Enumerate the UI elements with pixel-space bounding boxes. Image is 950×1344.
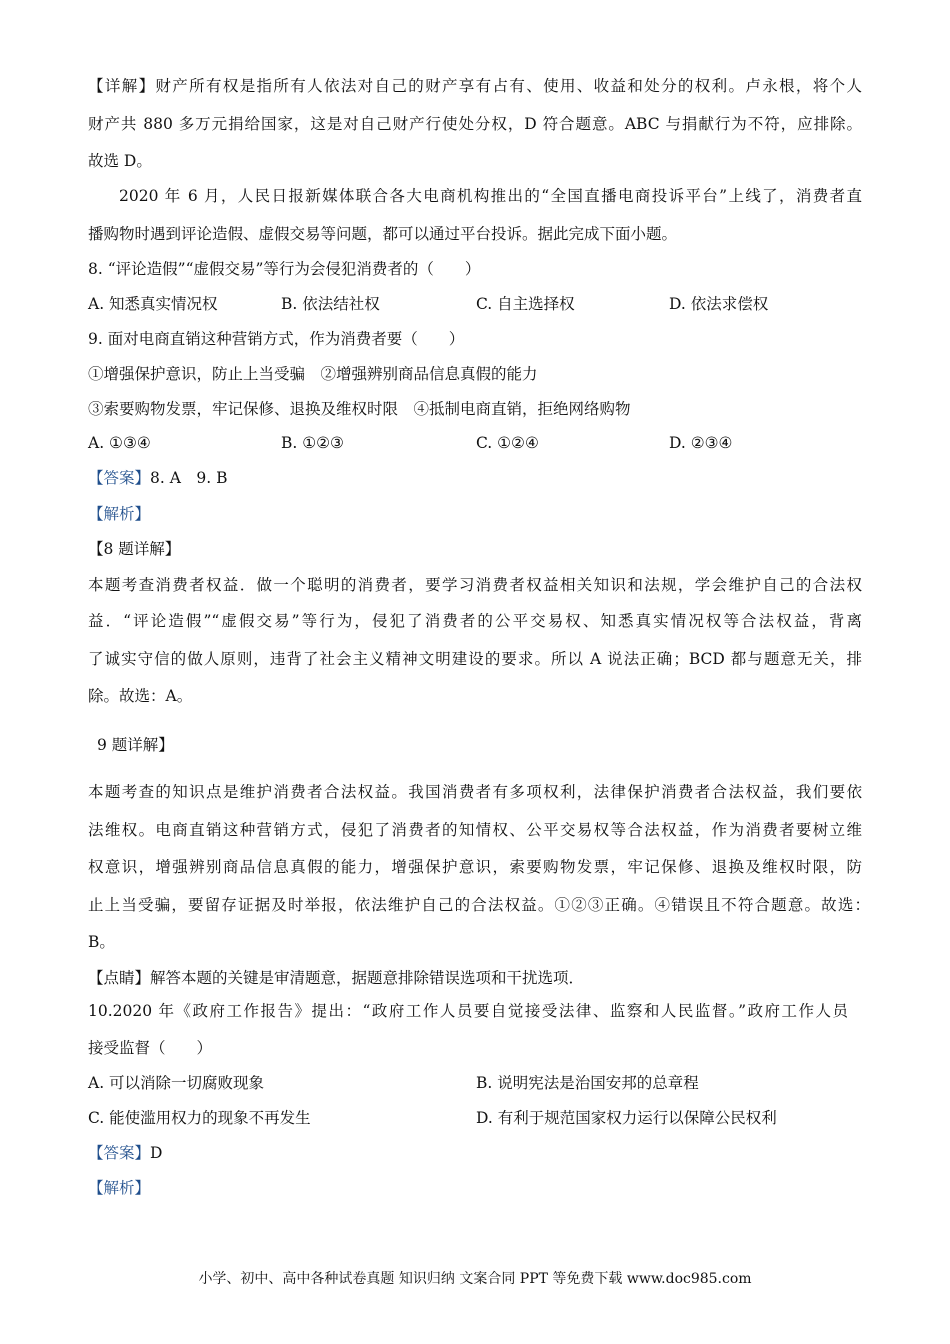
q9-detail-line-4: 止上当受骗，要留存证据及时举报，依法维护自己的合法权益。①②③正确。④错误且不符合题意。故选： [88, 896, 870, 914]
q9-comment: 【点睛】解答本题的关键是审清题意，据题意排除错误选项和干扰选项． [88, 969, 585, 987]
q9-detail-line-5: B。 [88, 933, 115, 951]
q8-option-d: D. 依法求偿权 [669, 295, 769, 313]
q9-option-a: A. ①③④ [88, 434, 151, 452]
q9-option-c: C. ①②④ [476, 434, 539, 452]
q10-option-b: B. 说明宪法是治国安邦的总章程 [476, 1074, 699, 1092]
q8-detail-line-4: 除。故选：A。 [88, 687, 193, 705]
analysis-10-tag: 【解析】 [88, 1179, 151, 1197]
answer-tag: 【答案】 [88, 469, 151, 487]
q10-stem-line-2: 接受监督（ ） [88, 1039, 213, 1057]
material-line-2: 播购物时遇到评论造假、虚假交易等问题，都可以通过平台投诉。据此完成下面小题。 [88, 225, 678, 243]
answer-10: 【答案】D [88, 1144, 163, 1162]
answer-8-9: 【答案】8. A 9. B [88, 469, 228, 487]
q8-detail-line-2: 益．“评论造假”“虚假交易”等行为，侵犯了消费者的公平交易权、知悉真实情况权等合法权益，背离 [88, 612, 862, 630]
page-footer: 小学、初中、高中各种试卷真题 知识归纳 文案合同 PPT 等免费下载 www.doc985.com [198, 1271, 752, 1287]
q7-detail-line-2: 财产共 880 多万元捐给国家，这是对自己财产行使处分权，D 符合题意。ABC 与捐献行为不符，应排除。 [88, 115, 862, 133]
q8-detail-tag: 【8 题详解】 [88, 540, 181, 558]
q10-stem-line-1: 10.2020 年《政府工作报告》提出：“政府工作人员要自觉接受法律、监察和人民监督。”政府工作人员 [88, 1002, 848, 1020]
q9-statements-1: ①增强保护意识，防止上当受骗 ②增强辨别商品信息真假的能力 [88, 365, 538, 383]
material-line-1: 2020 年 6 月，人民日报新媒体联合各大电商机构推出的“全国直播电商投诉平台”上线了，消费者直 [119, 187, 862, 205]
analysis-tag: 【解析】 [88, 505, 151, 523]
q9-detail-tag: 9 题详解】 [97, 736, 174, 754]
detail-tag: 【详解】 [88, 77, 156, 95]
q9-stem: 9. 面对电商直销这种营销方式，作为消费者要（ ） [88, 330, 465, 348]
q8-stem: 8. “评论造假”“虚假交易”等行为会侵犯消费者的（ ） [88, 260, 481, 278]
q9-statements-2: ③索要购物发票，牢记保修、退换及维权时限 ④抵制电商直销，拒绝网络购物 [88, 400, 631, 418]
comment-tag: 【点睛】 [88, 969, 151, 987]
q8-option-b: B. 依法结社权 [281, 295, 380, 313]
answer-tag: 【答案】 [88, 1144, 151, 1162]
q10-option-a: A. 可以消除一切腐败现象 [88, 1074, 265, 1092]
q8-detail-line-3: 了诚实守信的做人原则，违背了社会主义精神文明建设的要求。所以 A 说法正确；BCD 都与题意无关，排 [88, 650, 862, 668]
q10-option-d: D. 有利于规范国家权力运行以保障公民权利 [476, 1109, 777, 1127]
q10-option-c: C. 能使滥用权力的现象不再发生 [88, 1109, 311, 1127]
q8-detail-line-1: 本题考查消费者权益．做一个聪明的消费者，要学习消费者权益相关知识和法规，学会维护自己的合法权 [88, 576, 862, 594]
q7-detail-line-1: 【详解】财产所有权是指所有人依法对自己的财产享有占有、使用、收益和处分的权利。卢永根，将个人 [88, 77, 862, 95]
q8-option-a: A. 知悉真实情况权 [88, 295, 218, 313]
q7-detail-line-3: 故选 D。 [88, 152, 152, 170]
q9-option-b: B. ①②③ [281, 434, 344, 452]
q9-detail-line-3: 权意识，增强辨别商品信息真假的能力，增强保护意识，索要购物发票，牢记保修、退换及维权时限，防 [88, 858, 862, 876]
q8-option-c: C. 自主选择权 [476, 295, 575, 313]
q9-detail-line-1: 本题考查的知识点是维护消费者合法权益。我国消费者有多项权利，法律保护消费者合法权益，我们要依 [88, 783, 862, 801]
q9-detail-line-2: 法维权。电商直销这种营销方式，侵犯了消费者的知情权、公平交易权等合法权益，作为消费者要树立维 [88, 821, 862, 839]
q9-option-d: D. ②③④ [669, 434, 733, 452]
